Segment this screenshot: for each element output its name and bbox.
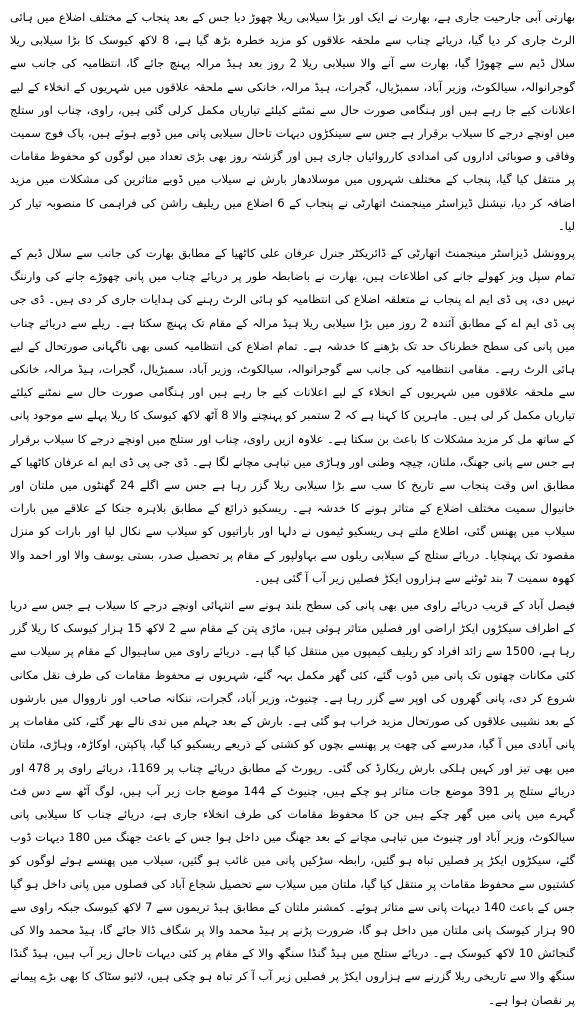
paragraph-1: بھارتی آبی جارحیت جاری ہے، بھارت نے ایک اور بڑا سیلابی ریلا چھوڑ دیا جس کے بعد پنجاب کے مختلف اضلاع میں ہائی الرٹ جاری کر دیا گیا، دریائے چناب سے ملحقہ علاقوں کو مزید خطرہ بڑھ گیا ہے، 8 لاکھ کیوسک کا بڑا سیلابی ریلا سلال ڈیم سے چھوڑا گیا، بھارت سے آنے والا سیلابی ریلا 2 روز بعد ہیڈ مرالہ پہنچ جائے گا، انتظامیہ کی جانب سے گوجرانوالہ، سیالکوٹ، وزیر آباد، سمبڑیال، گجرات، ہیڈ مرالہ، خانکی سے ملحقہ علاقوں میں شہریوں کے انخلاء کے لیے اعلانات کیے جا رہے ہیں اور ہنگامی صورت حال سے نمٹنے کیلئے تیاریاں مکمل کرلی گئی ہیں، راوی، چناب اور ستلج میں اونچے درجے کا سیلاب برقرار ہے جس سے سینکڑوں دیہات تاحال سیلابی پانی میں ڈوبے ہوئے ہیں، پاک فوج سمیت وفاقی و صوبائی اداروں کی امدادی کارروائیاں جاری ہیں اور گزشتہ روز بھی بڑی تعداد میں لوگوں کو محفوظ مقامات پر منتقل کیا گیا، پنجاب کے مختلف شہروں میں موسلادھار بارش نے سیلاب میں ڈوبے متاثرین کی مشکلات میں مزید اضافہ کر دیا، نیشنل ڈیزاسٹر مینجمنٹ اتھارٹی نے پنجاب کے 6 اضلاع میں ریلیف راشن کی فراہمی کا منصوبہ تیار کر لیا۔ [10,10,575,233]
paragraph-3: فیصل آباد کے قریب دریائے راوی میں بھی پانی کی سطح بلند ہونے سے انتہائی اونچے درجے کا سیلاب ہے جس سے دریا کے اطراف سیکڑوں ایکڑ اراضی اور فصلیں متاثر ہوئی ہیں، ماڑی پتن کے مقام سے 2 لاکھ 15 ہزار کیوسک کا ریلا گزر رہا ہے، 1500 سے زائد افراد کو ریلیف کیمپوں میں منتقل کیا گیا ہے۔ دریائے راوی میں ساہیوال کے مقام پر سیلاب سے کئی مکانات چھتوں تک پانی میں ڈوب گئے، کئی گھر مکمل بہہ گئے، شہریوں نے محفوظ مقامات کی طرف نقل مکانی شروع کر دی، پانی گھروں کی اوپر سے گزر رہا ہے۔ چنیوٹ، وزیر آباد، گجرات، ننکانہ صاحب اور نارووال میں بارشوں کے بعد نشیبی علاقوں کی صورتحال مزید خراب ہو گئی ہے۔ بارش کے بعد جہلم میں ندی نالے بھر گئے، کئی مقامات پر پانی آبادی میں آ گیا، مدرسے کی چھت پر پھنسے بچوں کو کشتی کے ذریعے ریسکیو کیا گیا، پاکپتن، اوکاڑہ، وہاڑی، ملتان میں بھی تیز اور کہیں ہلکی بارش ریکارڈ کی گئی۔ رپورٹ کے مطابق دریائے چناب پر 1169، دریائے راوی پر 478 اور دریائے ستلج پر 391 موضع جات متاثر ہو چکے ہیں، چنیوٹ کے 144 موضع جات زیر آب ہیں، لوگ آٹھ سے دس فٹ گہرے میں پانی میں گھر چکے ہیں جن کا محفوظ مقامات کی طرف انخلاء جاری ہے، دریائے چناب کا سیلابی پانی سیالکوٹ، وزیر آباد اور چنیوٹ میں تباہی مچانے کے بعد جھنگ میں داخل ہوا جس کے باعث جھنگ میں 180 دیہات ڈوب گئے، سیکڑوں ایکڑ پر فصلیں تباہ ہو گئیں، رابطہ سڑکیں پانی میں غائب ہو گئیں، سیلاب میں پھنسے ہوئے لوگوں کو کشتیوں سے محفوظ مقامات پر منتقل کیا گیا، ملتان میں سیلاب سے تحصیل شجاع آباد کی فصلوں میں پانی داخل ہو گیا جس کے باعث 140 دیہات پانی سے متاثر ہوئے۔ کمشنر ملتان کے مطابق ہیڈ تریموں سے 7 لاکھ کیوسک جبکہ راوی سے 90 ہزار کیوسک پانی ملتان میں داخل ہو گا، ضرورت پڑنے پر ہیڈ محمد والا پر شگاف ڈالا جائے گا، ہیڈ محمد والا کی گنجائش 10 لاکھ کیوسک ہے۔ دریائے ستلج میں ہیڈ گنڈا سنگھ والا کے مقام پر کئی دیہات تاحال زیر آب ہیں، ہیڈ گنڈا سنگھ والا سے تاریخی ریلا گزرنے سے ہزاروں ایکڑ پر فصلیں زیر آب آ کر تباہ ہو چکی ہیں، لائیو سٹاک کا بھی بڑے پیمانے پر نقصان ہوا ہے۔ [10,598,576,1007]
paragraph-2: پروونشل ڈیزاسٹر مینجمنٹ اتھارٹی کے ڈائریکٹر جنرل عرفان علی کاٹھیا کے مطابق بھارت کی جانب سے سلال ڈیم کے تمام سپل ویز کھولے جانے کی اطلاعات ہیں، بھارت نے باضابطہ طور پر دریائے چناب میں پانی چھوڑے جانے کی وارننگ نہیں دی، پی ڈی ایم اے پنجاب نے متعلقہ اضلاع کی انتظامیہ کو ہائی الرٹ رہنے کی ہدایات جاری کر دی ہیں۔ ڈی جی پی ڈی ایم اے کے مطابق آئندہ 2 روز میں بڑا سیلابی ریلا ہیڈ مرالہ کے مقام تک پہنچ سکتا ہے۔ ریلے سے دریائے چناب میں پانی کی سطح خطرناک حد تک بڑھنے کا خدشہ ہے۔ تمام اضلاع کی انتظامیہ کسی بھی ناگہانی صورتحال کے لیے ہائی الرٹ رہے۔ مقامی انتظامیہ کی جانب سے گوجرانوالہ، سیالکوٹ، وزیر آباد، سمبڑیال، گجرات، ہیڈ مرالہ، خانکی سے ملحقہ علاقوں میں شہریوں کے انخلاء کے لیے اعلانات کیے جا رہے ہیں اور ہنگامی صورت حال سے نمٹنے کیلئے تیاریاں مکمل کر لی ہیں۔ ماہرین کا کہنا ہے کہ 2 ستمبر کو پہنچنے والا 8 آٹھ لاکھ کیوسک کا ریلا پہلے سے موجود پانی کے ساتھ مل کر مزید مشکلات کا باعث بن سکتا ہے۔ علاوہ ازیں راوی، چناب اور ستلج میں اونچے درجے کا سیلاب برقرار ہے جس سے پانی جھنگ، ملتان، چیچہ وطنی اور وہاڑی میں تباہی مچانے لگا ہے۔ ڈی جی پی ڈی ایم اے عرفان کاٹھیا کے مطابق اس وقت پنجاب سے تاریخ کا سب سے بڑا سیلابی ریلا گزر رہا ہے جس سے اگلے 24 گھنٹوں میں ملتان اور خانیوال سمیت مختلف اضلاع کے متاثر ہونے کا خدشہ ہے۔ ریسکیو ذرائع کے مطابق بلاہرہ جنکا کے علاقے میں بارات سیلاب میں پھنس گئی، اطلاع ملتے ہی ریسکیو ٹیموں نے دلہا اور باراتیوں کو سیلاب سے نکال لیا اور بارات کو منزل مقصود تک پہنچایا۔ دریائے ستلج کے سیلابی ریلوں سے بہاولپور کے مقام پر تحصیل صدر، بستی یوسف والا اور احمد والا کھوہ سمیت 7 بند ٹوٹنے سے ہزاروں ایکڑ فصلیں زیر آب آ گئی ہیں۔ [10,246,575,585]
article-body [10,6,575,1012]
